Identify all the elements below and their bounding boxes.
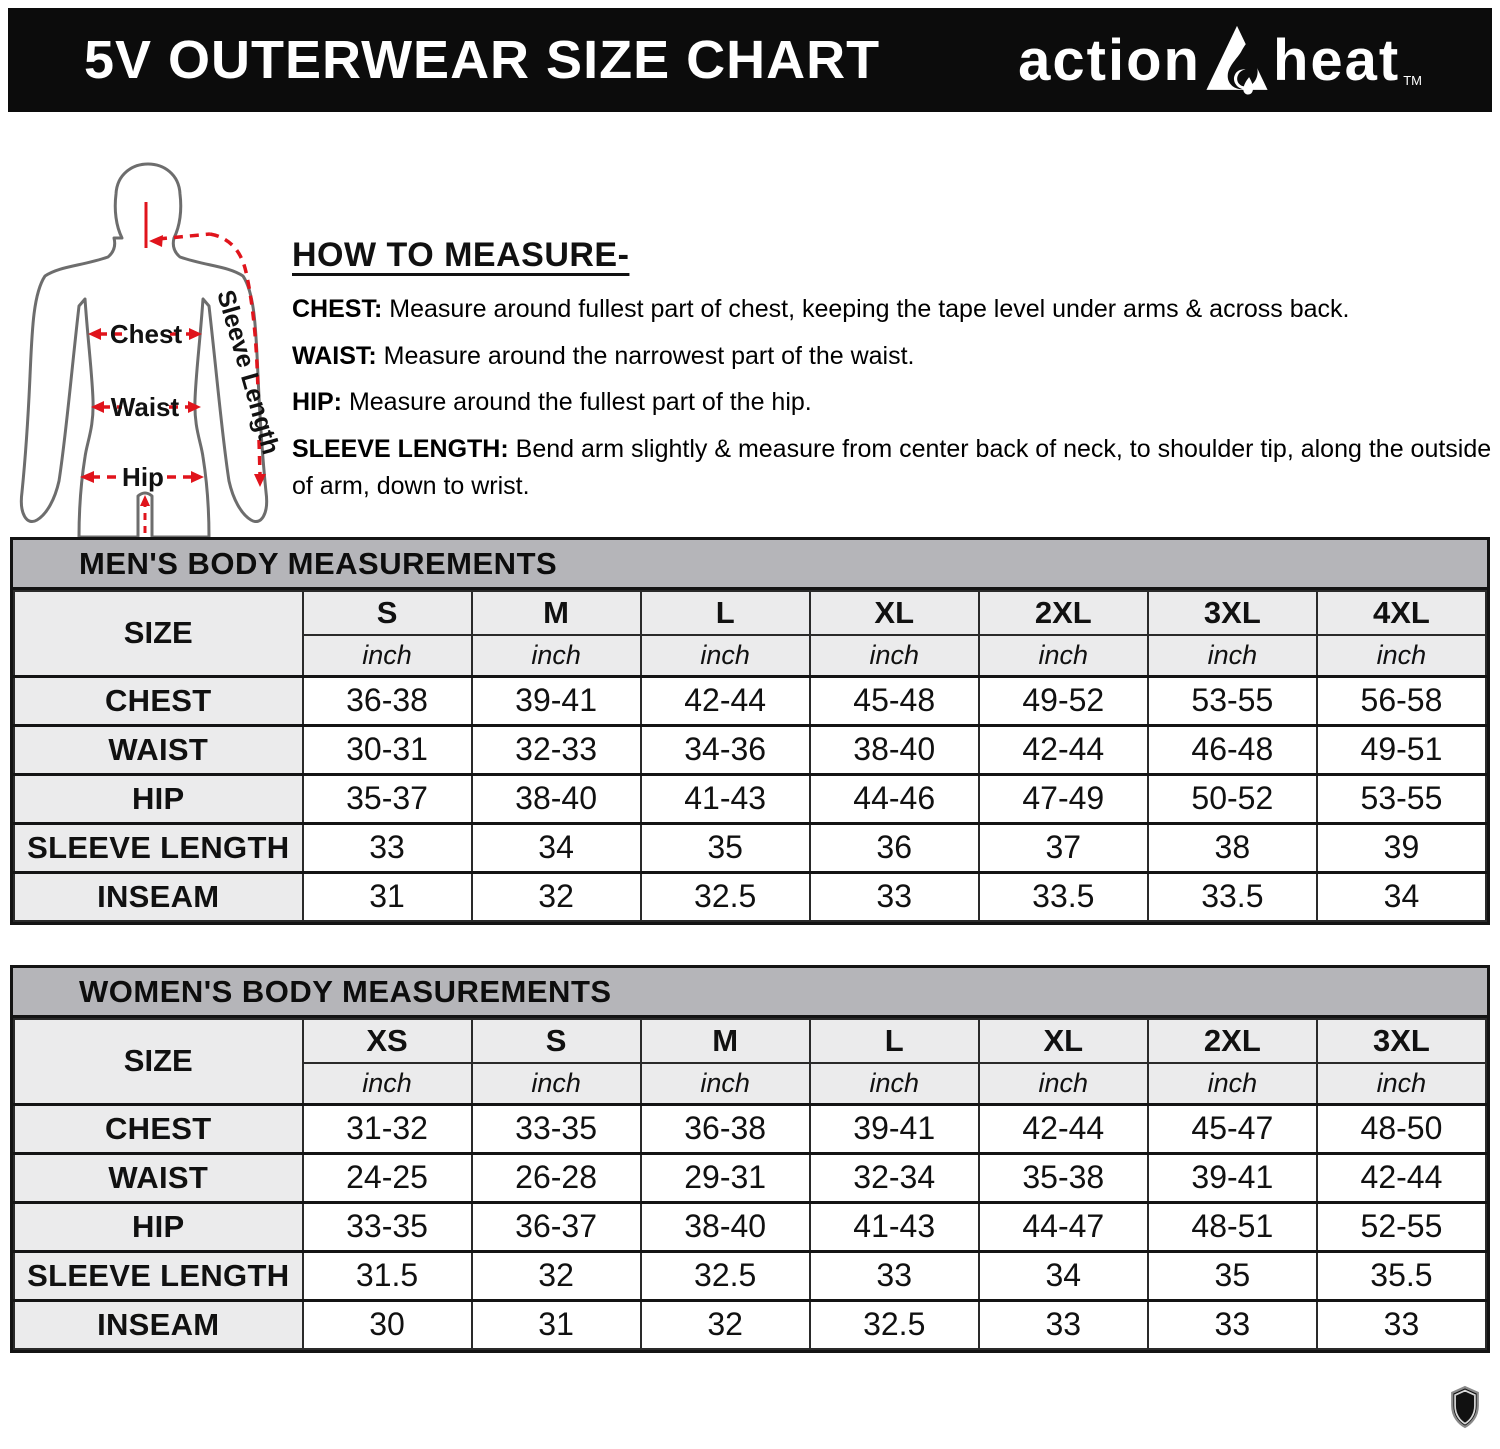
value-cell: 44-46 [810, 774, 979, 823]
row-label-cell: HIP [14, 774, 303, 823]
table-row [14, 1202, 1486, 1251]
value-cell: 49-51 [1317, 725, 1486, 774]
instruction-label: HIP: [292, 388, 342, 416]
measure-instruction-waist [292, 338, 1492, 376]
value-cell: 36-38 [303, 676, 472, 725]
value-cell: 33.5 [979, 872, 1148, 921]
hip-label: Hip [122, 462, 164, 492]
brand-logo [1018, 20, 1422, 100]
row-label-cell: SLEEVE LENGTH [14, 823, 303, 872]
measure-instruction-hip [292, 384, 1492, 422]
size-header-cell: S [472, 1019, 641, 1063]
value-cell: 35 [1148, 1251, 1317, 1300]
instruction-label: WAIST: [292, 341, 377, 370]
value-cell: 42-44 [979, 1104, 1148, 1153]
size-header-cell: 2XL [979, 591, 1148, 635]
value-cell: 32 [641, 1300, 810, 1349]
value-cell: 52-55 [1317, 1202, 1486, 1251]
value-cell: 30 [303, 1300, 472, 1349]
size-header-cell: 3XL [1317, 1019, 1486, 1063]
unit-cell: inch [303, 635, 472, 676]
value-cell: 45-47 [1148, 1104, 1317, 1153]
value-cell: 39-41 [810, 1104, 979, 1153]
row-label-cell: WAIST [14, 1153, 303, 1202]
value-cell: 45-48 [810, 676, 979, 725]
unit-cell: inch [472, 635, 641, 676]
value-cell: 37 [979, 823, 1148, 872]
value-cell: 35 [641, 823, 810, 872]
unit-cell: inch [1317, 635, 1486, 676]
trademark-symbol: TM [1403, 73, 1422, 88]
size-header-cell: 3XL [1148, 591, 1317, 635]
value-cell: 34-36 [641, 725, 810, 774]
value-cell: 35-37 [303, 774, 472, 823]
instruction-text: Measure around the narrowest part of the waist. [383, 341, 915, 370]
instruction-text: Bend arm slightly & measure from center back of neck, to shoulder tip, along the outside of arm, down to wrist. [292, 434, 1492, 500]
size-header-cell: L [641, 591, 810, 635]
value-cell: 38-40 [641, 1202, 810, 1251]
value-cell: 42-44 [641, 676, 810, 725]
size-header-cell: S [303, 591, 472, 635]
instruction-label: CHEST: [292, 295, 383, 323]
size-header-cell: M [472, 591, 641, 635]
value-cell: 41-43 [810, 1202, 979, 1251]
value-cell: 31-32 [303, 1104, 472, 1153]
value-cell: 53-55 [1317, 774, 1486, 823]
value-cell: 31.5 [303, 1251, 472, 1300]
value-cell: 53-55 [1148, 676, 1317, 725]
unit-cell: inch [1317, 1063, 1486, 1104]
value-cell: 32.5 [641, 1251, 810, 1300]
size-header-cell: XL [979, 1019, 1148, 1063]
table-row [14, 872, 1486, 921]
mens-measurements-table [10, 537, 1490, 925]
value-cell: 41-43 [641, 774, 810, 823]
size-header-cell: XS [303, 1019, 472, 1063]
row-label-cell: INSEAM [14, 1300, 303, 1349]
value-cell: 49-52 [979, 676, 1148, 725]
mens-table-title: MEN'S BODY MEASUREMENTS [13, 540, 1487, 590]
womens-table-title: WOMEN'S BODY MEASUREMENTS [13, 968, 1487, 1018]
measure-instruction-chest [292, 291, 1492, 329]
value-cell: 39 [1317, 823, 1486, 872]
value-cell: 33 [979, 1300, 1148, 1349]
table-row [14, 1104, 1486, 1153]
value-cell: 31 [303, 872, 472, 921]
row-label-cell: CHEST [14, 676, 303, 725]
table-row [14, 1251, 1486, 1300]
value-cell: 33 [810, 1251, 979, 1300]
instruction-text: Measure around fullest part of chest, keeping the tape level under arms & across back. [389, 295, 1350, 323]
womens-table-grid [13, 1018, 1487, 1350]
unit-cell: inch [303, 1063, 472, 1104]
value-cell: 33 [1148, 1300, 1317, 1349]
size-header-cell: XL [810, 591, 979, 635]
value-cell: 50-52 [1148, 774, 1317, 823]
value-cell: 48-51 [1148, 1202, 1317, 1251]
value-cell: 36 [810, 823, 979, 872]
value-cell: 38 [1148, 823, 1317, 872]
unit-cell: inch [641, 1063, 810, 1104]
row-label-cell: WAIST [14, 725, 303, 774]
value-cell: 39-41 [472, 676, 641, 725]
value-cell: 33-35 [303, 1202, 472, 1251]
unit-cell: inch [472, 1063, 641, 1104]
how-to-measure-section [292, 236, 1492, 515]
value-cell: 34 [979, 1251, 1148, 1300]
value-cell: 56-58 [1317, 676, 1486, 725]
unit-cell: inch [1148, 1063, 1317, 1104]
table-row [14, 1300, 1486, 1349]
chest-label: Chest [109, 319, 183, 349]
value-cell: 32 [472, 872, 641, 921]
row-label-cell: INSEAM [14, 872, 303, 921]
flame-triangle-icon [1205, 20, 1269, 100]
row-label-cell: CHEST [14, 1104, 303, 1153]
unit-cell: inch [810, 635, 979, 676]
size-column-header: SIZE [14, 1019, 303, 1104]
value-cell: 30-31 [303, 725, 472, 774]
value-cell: 32.5 [810, 1300, 979, 1349]
value-cell: 24-25 [303, 1153, 472, 1202]
size-header-cell: 2XL [1148, 1019, 1317, 1063]
value-cell: 46-48 [1148, 725, 1317, 774]
brand-action-text: action [1018, 27, 1201, 93]
table-row [14, 676, 1486, 725]
unit-cell: inch [979, 1063, 1148, 1104]
value-cell: 32-33 [472, 725, 641, 774]
measure-instruction-sleeve [292, 431, 1492, 506]
womens-measurements-table [10, 965, 1490, 1353]
instruction-text: Measure around the fullest part of the hip. [348, 388, 812, 416]
instruction-label: SLEEVE LENGTH: [292, 434, 509, 463]
value-cell: 44-47 [979, 1202, 1148, 1251]
waist-label: Waist [110, 392, 180, 422]
unit-cell: inch [810, 1063, 979, 1104]
value-cell: 34 [1317, 872, 1486, 921]
value-cell: 36-38 [641, 1104, 810, 1153]
body-diagram [10, 140, 290, 537]
value-cell: 42-44 [1317, 1153, 1486, 1202]
table-row [14, 774, 1486, 823]
value-cell: 47-49 [979, 774, 1148, 823]
value-cell: 36-37 [472, 1202, 641, 1251]
value-cell: 33 [303, 823, 472, 872]
size-column-header: SIZE [14, 591, 303, 676]
row-label-cell: SLEEVE LENGTH [14, 1251, 303, 1300]
value-cell: 42-44 [979, 725, 1148, 774]
unit-cell: inch [1148, 635, 1317, 676]
size-header-cell: 4XL [1317, 591, 1486, 635]
inseam-arrowhead-up [140, 495, 150, 506]
how-to-measure-heading: HOW TO MEASURE- [292, 236, 630, 274]
unit-cell: inch [641, 635, 810, 676]
table-row [14, 823, 1486, 872]
value-cell: 34 [472, 823, 641, 872]
mens-table-grid [13, 590, 1487, 922]
value-cell: 35-38 [979, 1153, 1148, 1202]
value-cell: 33 [810, 872, 979, 921]
value-cell: 32.5 [641, 872, 810, 921]
value-cell: 33 [1317, 1300, 1486, 1349]
table-row [14, 725, 1486, 774]
value-cell: 48-50 [1317, 1104, 1486, 1153]
value-cell: 26-28 [472, 1153, 641, 1202]
shield-badge-icon [1448, 1385, 1482, 1429]
header-bar [8, 8, 1492, 112]
value-cell: 39-41 [1148, 1153, 1317, 1202]
value-cell: 33-35 [472, 1104, 641, 1153]
value-cell: 32 [472, 1251, 641, 1300]
value-cell: 31 [472, 1300, 641, 1349]
value-cell: 38-40 [472, 774, 641, 823]
value-cell: 29-31 [641, 1153, 810, 1202]
brand-heat-text: heat [1272, 27, 1401, 93]
value-cell: 32-34 [810, 1153, 979, 1202]
table-row [14, 1153, 1486, 1202]
value-cell: 38-40 [810, 725, 979, 774]
unit-cell: inch [979, 635, 1148, 676]
size-header-cell: L [810, 1019, 979, 1063]
value-cell: 33.5 [1148, 872, 1317, 921]
size-header-cell: M [641, 1019, 810, 1063]
row-label-cell: HIP [14, 1202, 303, 1251]
page-title: 5V OUTERWEAR SIZE CHART [84, 30, 881, 90]
value-cell: 35.5 [1317, 1251, 1486, 1300]
sleeve-length-label: Sleeve Length [211, 286, 285, 458]
